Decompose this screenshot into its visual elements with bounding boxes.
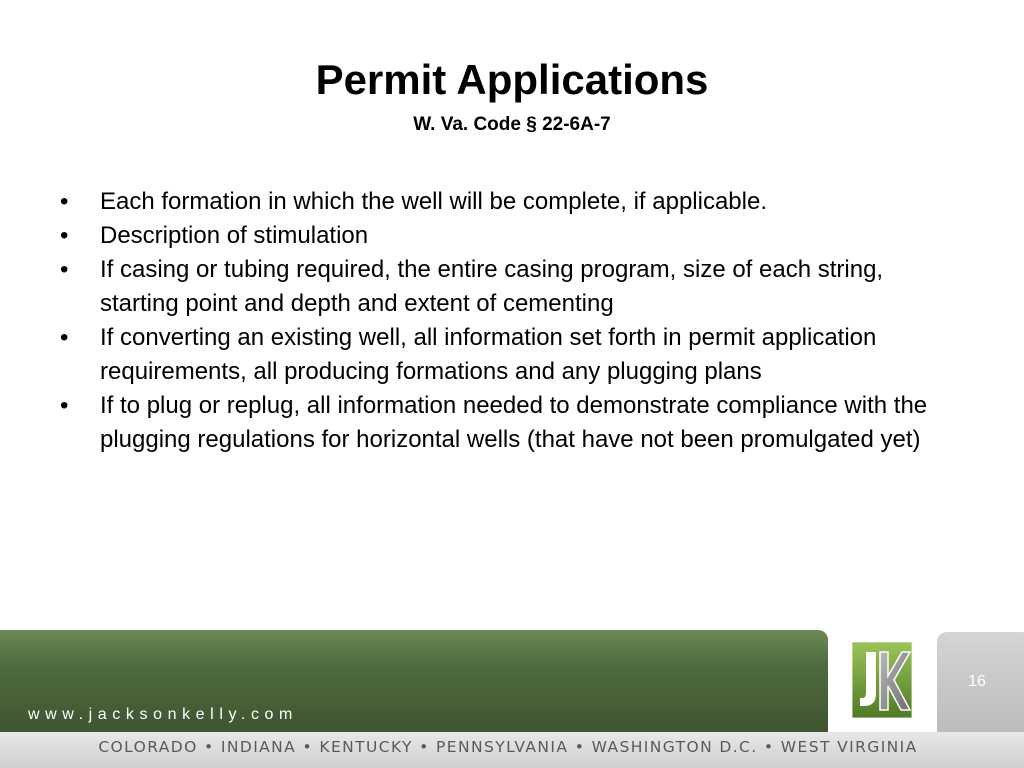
office-states: COLORADO • INDIANA • KENTUCKY • PENNSYLVANIA • WASHINGTON D.C. • WEST VIRGINIA xyxy=(98,738,918,756)
bullet-list xyxy=(56,185,966,457)
slide-title: Permit Applications xyxy=(315,56,709,103)
website-link[interactable]: www.jacksonkelly.com xyxy=(28,706,298,723)
bullet-marker: • xyxy=(60,188,69,215)
bullet-item xyxy=(56,219,966,253)
bullet-item xyxy=(56,321,966,389)
bullet-text: If casing or tubing required, the entire casing program, size of each string, starting point and depth and extent of cementing xyxy=(100,256,884,317)
bullet-text: Each formation in which the well will be complete, if applicable. xyxy=(100,188,767,215)
slide-subtitle: W. Va. Code § 22-6A-7 xyxy=(413,114,611,135)
bullet-item xyxy=(56,389,966,457)
page-number: 16 xyxy=(968,673,986,690)
bullet-marker: • xyxy=(60,256,69,283)
bullet-text: Description of stimulation xyxy=(100,222,369,249)
jackson-kelly-logo-icon xyxy=(852,642,912,718)
bullet-text: If converting an existing well, all information set forth in permit application requirements, all producing formations and any plugging plans xyxy=(100,324,877,385)
bullet-item xyxy=(56,253,966,321)
bullet-item xyxy=(56,185,966,219)
bullet-text: If to plug or replug, all information needed to demonstrate compliance with the plugging regulations for horizontal wells (that have not been promulgated yet) xyxy=(100,392,928,453)
bullet-marker: • xyxy=(60,392,69,419)
bullet-marker: • xyxy=(60,324,69,351)
bullet-marker: • xyxy=(60,222,69,249)
